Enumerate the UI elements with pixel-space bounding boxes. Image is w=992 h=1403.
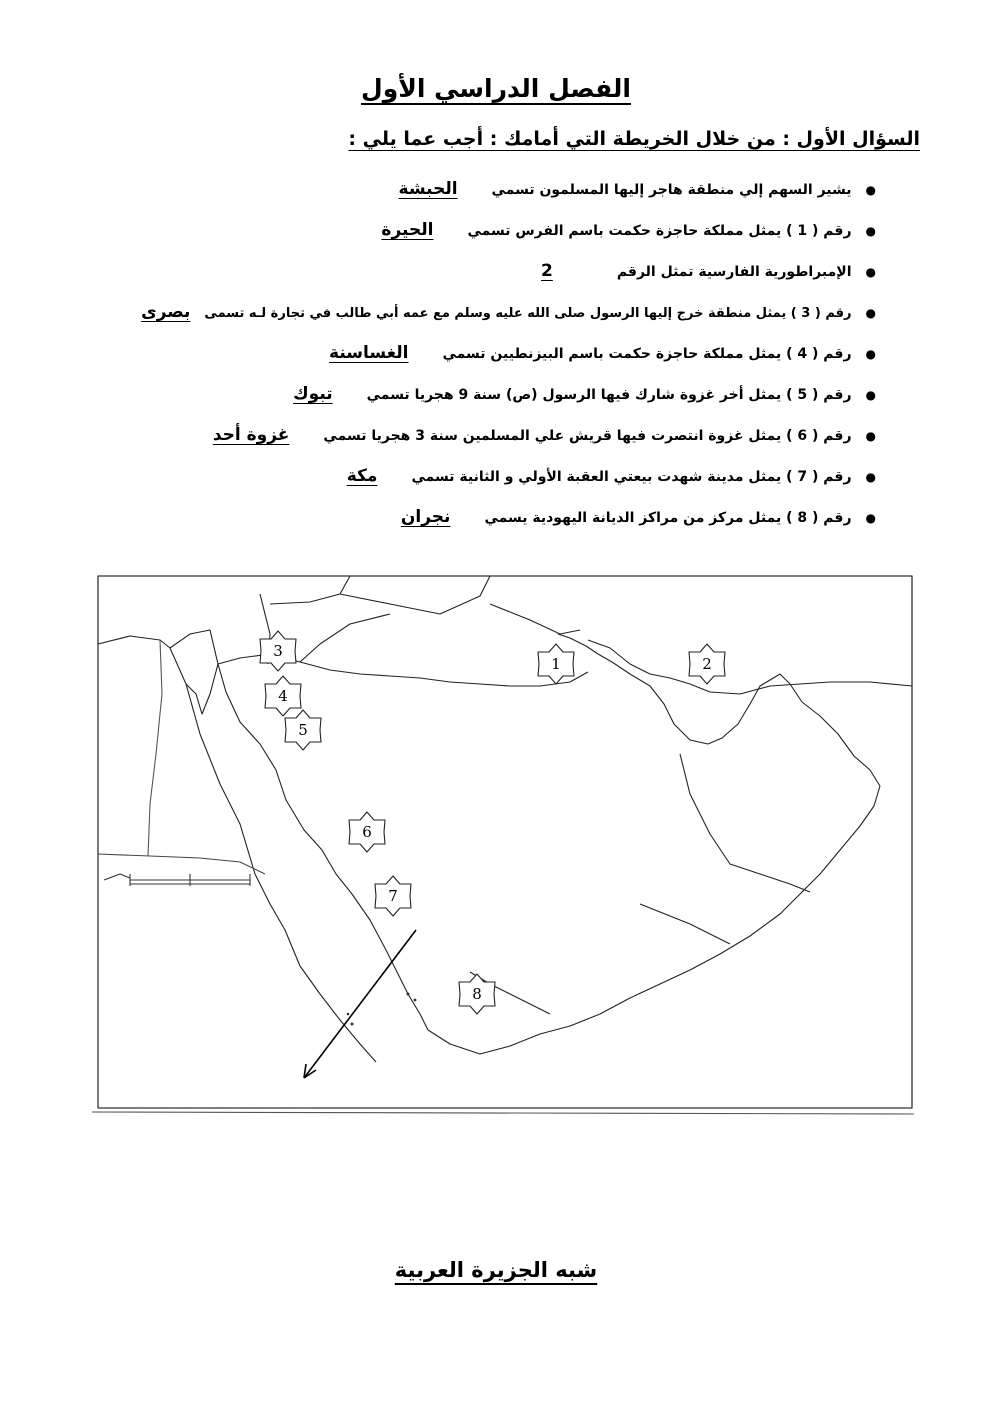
map-marker-label: 1 [551, 655, 561, 673]
map-marker [459, 974, 495, 1014]
item-text: رقم ( 1 ) يمثل مملكة حاجزة حكمت باسم الفرس تسمي [467, 223, 852, 239]
list-item [381, 220, 876, 240]
list-item [213, 425, 876, 445]
red-sea-coast [218, 664, 428, 1030]
bullet-icon: ● [865, 265, 876, 279]
map-marker [689, 644, 725, 684]
item-text: رقم ( 3 ) يمثل منطقة خرج إليها الرسول صلى الله عليه وسلم مع عمه أبي طالب في تجارة لـه تسمى [204, 306, 852, 321]
map-marker [375, 876, 411, 916]
item-answer: غزوة أحد [212, 425, 290, 445]
item-answer: الغساسنة [329, 343, 409, 363]
arrow-icon [304, 930, 416, 1078]
northern-border-3 [270, 576, 350, 604]
scale-bar [104, 874, 250, 886]
bullet-icon: ● [865, 224, 876, 238]
sinai-coast [170, 630, 218, 714]
map-marker-label: 8 [472, 985, 482, 1003]
list-item [401, 507, 876, 527]
page-title: الفصل الدراسي الأول [361, 74, 631, 103]
northern-border-4 [340, 576, 490, 614]
map-marker [265, 676, 301, 716]
northern-border-6 [300, 614, 390, 662]
map-marker-label: 4 [278, 687, 288, 705]
map-caption: شبه الجزيرة العربية [394, 1258, 598, 1282]
map-marker-label: 5 [298, 721, 308, 739]
bullet-icon: ● [865, 347, 876, 361]
list-item [141, 302, 876, 322]
africa-inner-border [148, 640, 162, 856]
bullet-icon: ● [865, 511, 876, 525]
item-text: رقم ( 4 ) يمثل مملكة حاجزة حكمت باسم البيزنطيين تسمي [442, 346, 852, 362]
map-marker [349, 812, 385, 852]
list-item [347, 466, 876, 486]
map-marker [538, 644, 574, 684]
question-heading: السؤال الأول : من خلال الخريطة التي أمامك : أجب عما يلي : [348, 128, 920, 150]
bullet-icon: ● [865, 470, 876, 484]
arabian-peninsula-map [90, 574, 920, 1118]
bullet-icon: ● [865, 183, 876, 197]
list-item [541, 261, 876, 281]
northern-border-5 [490, 604, 580, 634]
item-text: رقم ( 5 ) يمثل أخر غزوة شارك فيها الرسول (ص) سنة 9 هجريا تسمي [366, 387, 852, 403]
list-item [399, 179, 876, 199]
item-answer: 2 [540, 261, 553, 281]
list-item [329, 343, 876, 363]
iran-coast [588, 640, 912, 694]
map-marker-label: 3 [273, 642, 283, 660]
item-text: رقم ( 6 ) يمثل غزوة انتصرت فيها قريش علي المسلمين سنة 3 هجريا تسمي [323, 428, 852, 444]
item-answer: الحبشة [398, 179, 458, 199]
map-marker-label: 7 [388, 887, 398, 905]
item-answer: بصرى [141, 302, 191, 322]
item-answer: الحيرة [381, 220, 434, 240]
africa-coast [98, 636, 376, 1062]
south-coast [428, 786, 880, 1054]
interior-border-1 [680, 754, 810, 892]
interior-border-3 [640, 904, 730, 944]
map-marker [285, 710, 321, 750]
map-frame [98, 576, 912, 1108]
map-marker-label: 6 [362, 823, 372, 841]
item-answer: مكة [346, 466, 378, 486]
list-item [293, 384, 876, 404]
bullet-icon: ● [865, 306, 876, 320]
item-text: رقم ( 8 ) يمثل مركز من مراكز الديانة اليهودية يسمي [484, 510, 852, 526]
map-marker [260, 631, 296, 671]
item-text: رقم ( 7 ) يمثل مدينة شهدت بيعتي العقبة الأولي و الثانية تسمي [411, 469, 852, 485]
bullet-icon: ● [865, 429, 876, 443]
item-answer: نجران [400, 507, 451, 527]
map-marker-label: 2 [702, 655, 712, 673]
item-answer: تبوك [293, 384, 333, 404]
map-bottom-line [92, 1112, 914, 1114]
item-text: يشير السهم إلي منطقة هاجر إليها المسلمون تسمي [491, 182, 852, 198]
gulf-coast [558, 634, 708, 744]
item-text: الإمبراطورية الفارسية تمثل الرقم [616, 264, 852, 280]
bullet-icon: ● [865, 388, 876, 402]
oman-coast [708, 674, 880, 786]
nile-border [98, 854, 265, 874]
